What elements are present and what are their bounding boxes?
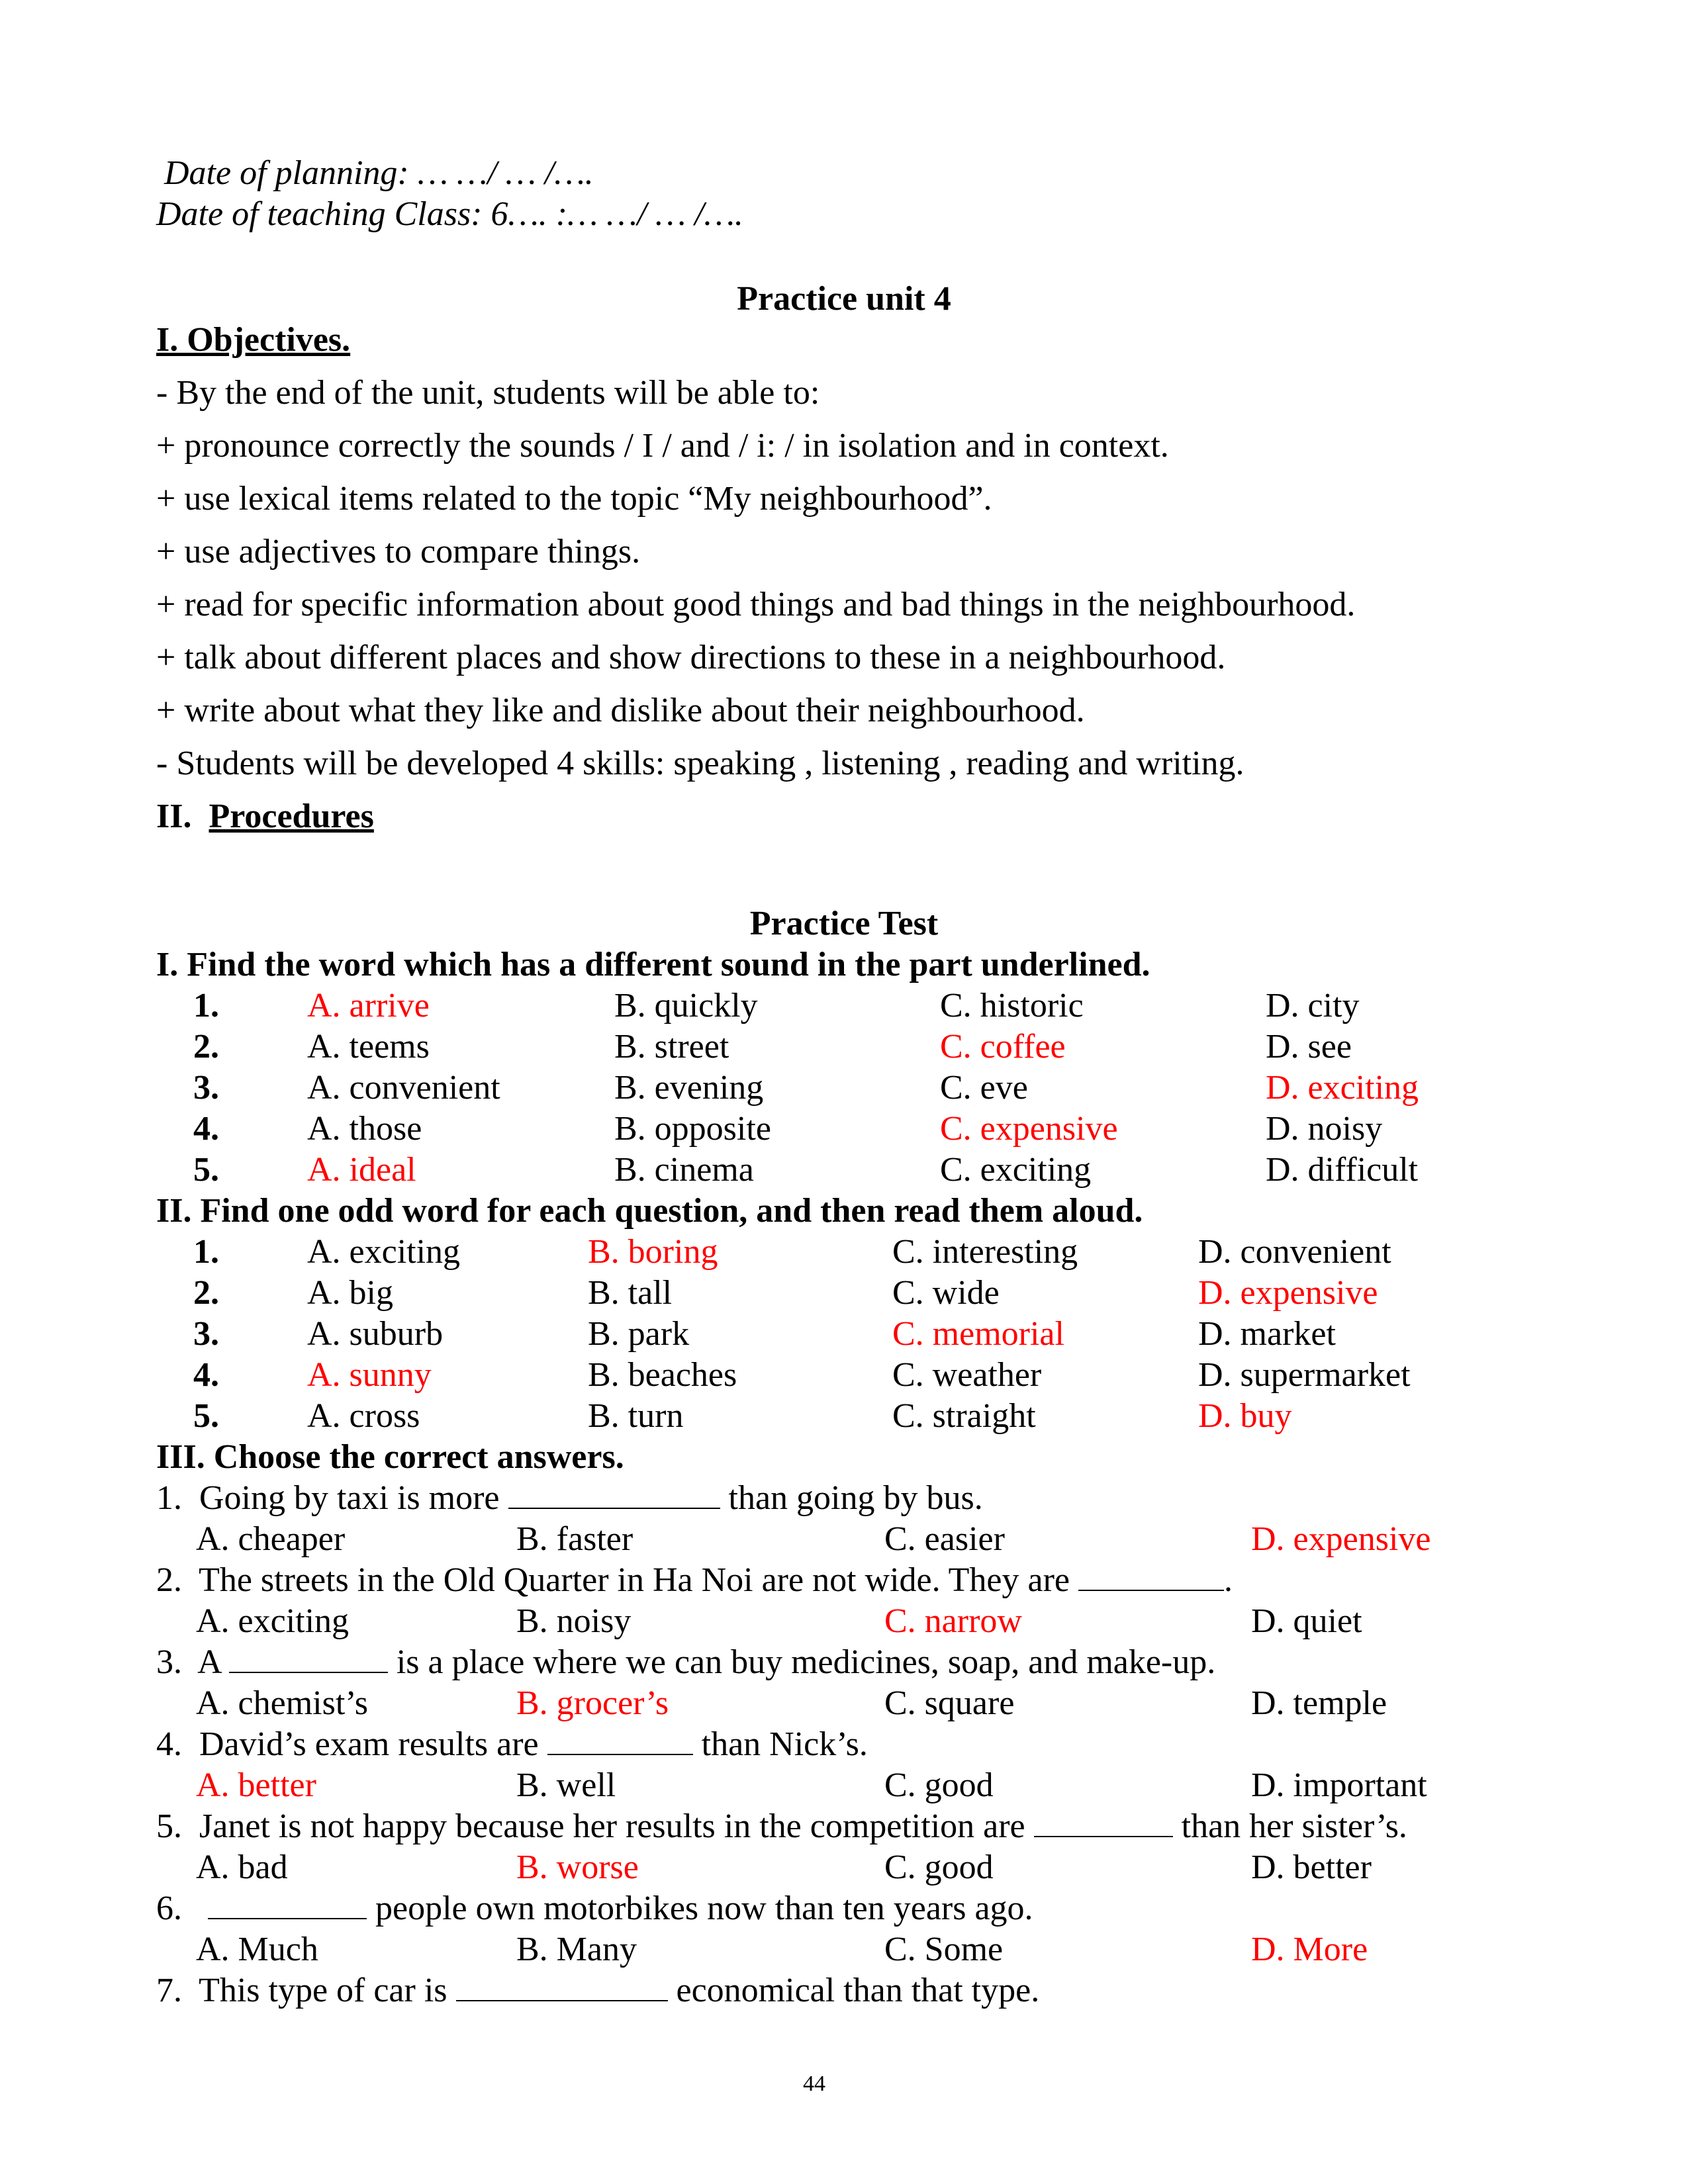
option-a: A. exciting [307, 1233, 461, 1271]
question-text-before: Going by taxi is more [199, 1479, 500, 1517]
objective-line: + pronounce correctly the sounds / I / and / i: / in isolation and in context. [156, 427, 1169, 465]
option-a: A. exciting [196, 1602, 350, 1640]
date-of-teaching: Date of teaching Class: 6…. :… …/ … /…. [156, 195, 743, 233]
answer-blank [229, 1643, 388, 1673]
question-text-before: A [197, 1643, 220, 1681]
question-stem [156, 1971, 1039, 2010]
answer-blank [547, 1725, 693, 1755]
question-stem [156, 1807, 1407, 1846]
option-b: B. beaches [588, 1356, 737, 1394]
question-number: 4. [193, 1356, 219, 1394]
practice-test-title: Practice Test [749, 905, 939, 942]
option-a: A. bad [196, 1848, 288, 1886]
question-number: 2. [193, 1028, 219, 1066]
question-stem [156, 1889, 1033, 1928]
option-a: A. Much [196, 1931, 318, 1968]
option-b: B. boring [588, 1233, 718, 1271]
question-stem [156, 1643, 1215, 1682]
option-b: B. tall [588, 1274, 673, 1312]
objective-line: + talk about different places and show directions to these in a neighbourhood. [156, 639, 1226, 676]
option-d: D. important [1251, 1766, 1427, 1804]
option-a: A. cross [307, 1397, 420, 1435]
section3-heading: III. Choose the correct answers. [156, 1438, 624, 1476]
option-d: D. temple [1251, 1684, 1387, 1722]
option-c: C. straight [892, 1397, 1036, 1435]
option-d: D. buy [1198, 1397, 1292, 1435]
section2-heading: II. Find one odd word for each question, and then read them aloud. [156, 1192, 1143, 1230]
procedures-prefix: II. [156, 797, 192, 835]
option-b: B. cinema [614, 1151, 754, 1189]
option-c: C. historic [940, 987, 1084, 1024]
question-number: 2. [156, 1561, 182, 1599]
option-d: D. difficult [1266, 1151, 1419, 1189]
answer-blank [508, 1479, 720, 1509]
option-a: A. big [307, 1274, 393, 1312]
option-c: C. good [884, 1848, 994, 1886]
option-d: D. expensive [1251, 1520, 1431, 1558]
option-c: C. coffee [940, 1028, 1066, 1066]
question-number: 1. [156, 1479, 182, 1517]
question-number: 4. [156, 1725, 182, 1763]
objective-line: + read for specific information about good things and bad things in the neighbourhood. [156, 586, 1356, 623]
option-d: D. noisy [1266, 1110, 1383, 1148]
option-b: B. opposite [614, 1110, 771, 1148]
question-number: 4. [193, 1110, 219, 1148]
objective-line: + write about what they like and dislike about their neighbourhood. [156, 692, 1085, 729]
option-c: C. weather [892, 1356, 1042, 1394]
question-stem [156, 1561, 1233, 1600]
question-text-after: . [1223, 1561, 1233, 1599]
question-number: 5. [156, 1807, 182, 1845]
objective-line: + use lexical items related to the topic “My neighbourhood”. [156, 480, 992, 518]
page-title: Practice unit 4 [737, 280, 951, 318]
question-text-before: Janet is not happy because her results in the competition are [199, 1807, 1025, 1845]
question-number: 2. [193, 1274, 219, 1312]
question-stem [156, 1725, 868, 1764]
option-c: C. eve [940, 1069, 1028, 1107]
question-number: 3. [193, 1315, 219, 1353]
option-b: B. street [614, 1028, 729, 1066]
option-c: C. Some [884, 1931, 1004, 1968]
question-stem [156, 1479, 983, 1518]
objective-line: - Students will be developed 4 skills: speaking , listening , reading and writing. [156, 745, 1244, 782]
question-text-after: people own motorbikes now than ten years ago. [375, 1889, 1033, 1927]
option-c: C. narrow [884, 1602, 1022, 1640]
option-a: A. better [196, 1766, 316, 1804]
question-text-before: The streets in the Old Quarter in Ha Noi are not wide. They are [199, 1561, 1070, 1599]
option-b: B. Many [516, 1931, 637, 1968]
option-c: C. square [884, 1684, 1015, 1722]
option-b: B. well [516, 1766, 616, 1804]
option-b: B. worse [516, 1848, 639, 1886]
option-a: A. teems [307, 1028, 430, 1066]
option-a: A. convenient [307, 1069, 500, 1107]
answer-blank [1034, 1807, 1173, 1837]
page-number: 44 [803, 2071, 825, 2096]
option-c: C. wide [892, 1274, 1000, 1312]
option-b: B. evening [614, 1069, 764, 1107]
option-b: B. park [588, 1315, 690, 1353]
option-c: C. easier [884, 1520, 1005, 1558]
question-text-after: is a place where we can buy medicines, soap, and make-up. [396, 1643, 1216, 1681]
procedures-label: Procedures [209, 797, 374, 835]
objective-line: + use adjectives to compare things. [156, 533, 641, 570]
question-number: 3. [156, 1643, 182, 1681]
question-text-before: David’s exam results are [199, 1725, 539, 1763]
answer-blank [456, 1971, 668, 2001]
question-number: 1. [193, 1233, 219, 1271]
option-d: D. better [1251, 1848, 1372, 1886]
option-a: A. arrive [307, 987, 430, 1024]
option-d: D. quiet [1251, 1602, 1362, 1640]
option-c: C. memorial [892, 1315, 1064, 1353]
option-d: D. supermarket [1198, 1356, 1411, 1394]
option-d: D. exciting [1266, 1069, 1419, 1107]
question-text-after: than her sister’s. [1181, 1807, 1407, 1845]
option-a: A. those [307, 1110, 422, 1148]
question-text-after: than going by bus. [728, 1479, 983, 1517]
question-number: 5. [193, 1151, 219, 1189]
procedures-heading [156, 797, 374, 836]
option-b: B. grocer’s [516, 1684, 669, 1722]
question-number: 7. [156, 1972, 182, 2009]
option-b: B. noisy [516, 1602, 632, 1640]
option-c: C. good [884, 1766, 994, 1804]
option-b: B. turn [588, 1397, 684, 1435]
option-c: C. interesting [892, 1233, 1078, 1271]
option-d: D. see [1266, 1028, 1352, 1066]
question-number: 5. [193, 1397, 219, 1435]
option-d: D. convenient [1198, 1233, 1391, 1271]
objectives-heading: I. Objectives. [156, 321, 351, 359]
question-number: 1. [193, 987, 219, 1024]
question-number: 3. [193, 1069, 219, 1107]
option-b: B. faster [516, 1520, 633, 1558]
option-a: A. ideal [307, 1151, 416, 1189]
option-d: D. market [1198, 1315, 1336, 1353]
option-a: A. cheaper [196, 1520, 346, 1558]
option-d: D. More [1251, 1931, 1368, 1968]
option-a: A. suburb [307, 1315, 444, 1353]
answer-blank [208, 1889, 367, 1919]
option-d: D. expensive [1198, 1274, 1378, 1312]
question-text-after: than Nick’s. [701, 1725, 868, 1763]
section1-heading: I. Find the word which has a different sound in the part underlined. [156, 946, 1150, 983]
option-d: D. city [1266, 987, 1360, 1024]
question-number: 6. [156, 1889, 182, 1927]
option-b: B. quickly [614, 987, 758, 1024]
option-a: A. chemist’s [196, 1684, 368, 1722]
option-a: A. sunny [307, 1356, 432, 1394]
answer-blank [1078, 1561, 1224, 1591]
objective-line: - By the end of the unit, students will be able to: [156, 374, 820, 412]
option-c: C. exciting [940, 1151, 1092, 1189]
date-of-planning: Date of planning: … …/ … /…. [164, 154, 594, 192]
question-text-after: economical than that type. [676, 1972, 1040, 2009]
question-text-before: This type of car is [199, 1972, 447, 2009]
option-c: C. expensive [940, 1110, 1118, 1148]
